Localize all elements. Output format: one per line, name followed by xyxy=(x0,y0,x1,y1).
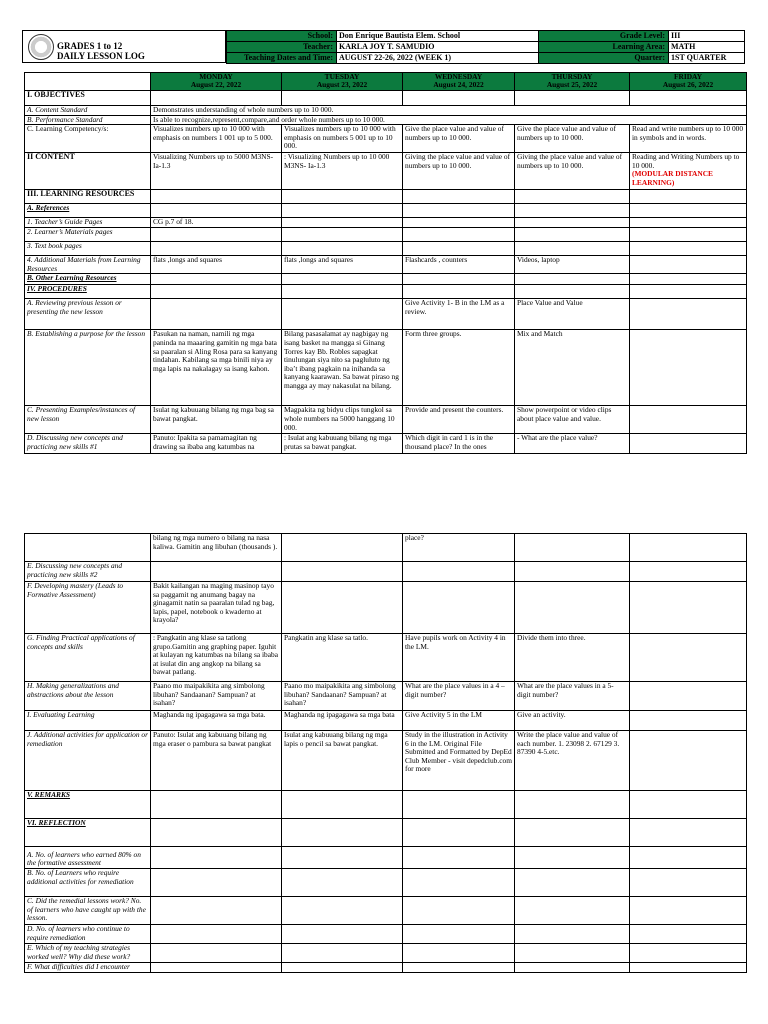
generalizations-label: H. Making generalizations and abstractions about the lesson xyxy=(25,682,151,711)
teachers-guide-label: 1. Teacher’s Guide Pages xyxy=(25,218,151,228)
discussing1-wed: Which digit in card 1 is in the thousand place? In the ones xyxy=(403,434,515,454)
evaluating-tue: Maghanda ng ipagagawa sa mga bata xyxy=(282,711,403,731)
additional-materials-mon: flats ,longs and squares xyxy=(151,256,282,274)
examples-wed: Provide and present the counters. xyxy=(403,406,515,434)
reflection-a-label: A. No. of learners who earned 80% on the formative assessment xyxy=(25,847,151,869)
reflection-c-label: C. Did the remedial lessons work? No. of learners who have caught up with the lesson. xyxy=(25,897,151,925)
deped-seal-icon xyxy=(28,34,54,60)
school-label: School: xyxy=(227,31,337,42)
content-mon: Visualizing Numbers up to 5000 M3NS- Ia-1.3 xyxy=(151,153,282,190)
grade-value: III xyxy=(669,31,745,42)
continued-mon: bilang ng mga numero o bilang na nasa kaliwa. Gamitin ang libuhan (thousands ). xyxy=(151,534,282,562)
corner-cell xyxy=(25,73,151,91)
procedures-heading: IV. PROCEDURES xyxy=(25,285,151,299)
generalizations-tue: Paano mo maipakikita ang simbolong libuhan? Sandaanan? Sampuan? at isahan? xyxy=(282,682,403,711)
other-resources-heading: B. Other Learning Resources xyxy=(25,274,151,285)
school-value: Don Enrique Bautista Elem. School xyxy=(337,31,539,42)
competency-mon: Visualizes numbers up to 10 000 with emphasis on numbers 1 001 up to 5 000. xyxy=(151,125,282,153)
quarter-label: Quarter: xyxy=(539,53,669,64)
review-wed: Give Activity 1- B in the LM as a review. xyxy=(403,299,515,330)
class-info xyxy=(538,30,745,64)
additional-activities-tue: Isulat ang kabuuang bilang ng mga lapis o pencil sa bawat pangkat. xyxy=(282,731,403,791)
school-info xyxy=(226,30,539,64)
purpose-tue: Bilang pasasalamat ay nagbigay ng isang basket na mangga si Ginang Torres kay Bb. Robles sapagkat tinulungan siya nito sa pagluluto ng iba’t ibang pagkain na inihanda sa kanyang kaarawan. Sa bawat piraso ng mangga ay may nakasulat na bilang. xyxy=(282,330,403,406)
purpose-label: B. Establishing a purpose for the lesson xyxy=(25,330,151,406)
day-header-tuesday: TUESDAY August 23, 2022 xyxy=(282,73,403,91)
day-header-friday: FRIDAY August 26, 2022 xyxy=(630,73,747,91)
additional-materials-thu: Videos, laptop xyxy=(515,256,630,274)
competency-label: C. Learning Competency/s: xyxy=(25,125,151,153)
purpose-thu: Mix and Match xyxy=(515,330,630,406)
teacher-label: Teacher: xyxy=(227,42,337,53)
competency-wed: Give the place value and value of numbers up to 10 000. xyxy=(403,125,515,153)
additional-activities-wed: Study in the illustration in Activity 6 in the LM. Original File Submitted and Formatted by DepEd Club Member - visit depedclub.com for more xyxy=(403,731,515,791)
dates-value: AUGUST 22-26, 2022 (WEEK 1) xyxy=(337,53,539,64)
header xyxy=(22,30,744,63)
quarter-value: 1ST QUARTER xyxy=(669,53,745,64)
competency-tue: Visualizes numbers up to 10 000 with emphasis on numbers 5 001 up to 10 000. xyxy=(282,125,403,153)
discussing1-label: D. Discussing new concepts and practicing new skills #1 xyxy=(25,434,151,454)
learners-materials-label: 2. Learner’s Materials pages xyxy=(25,228,151,242)
review-label: A. Reviewing previous lesson or presenting the new lesson xyxy=(25,299,151,330)
mastery-mon: Bakit kailangan na maging masinop tayo sa paggamit ng anumang bagay na ginagamit natin sa paaralan tulad ng bag, lapis, papel, notebook o kwaderno at krayola? xyxy=(151,582,282,634)
reflection-e-label: E. Which of my teaching strategies worked well? Why did these work? xyxy=(25,944,151,963)
day-header-wednesday: WEDNESDAY August 24, 2022 xyxy=(403,73,515,91)
reflection-d-label: D. No. of learners who continue to require remediation xyxy=(25,925,151,944)
examples-mon: Isulat ng kabuuang bilang ng mga bag sa bawat pangkat. xyxy=(151,406,282,434)
reflection-b-label: B. No. of Learners who require additional activities for remediation xyxy=(25,869,151,897)
purpose-wed: Form three groups. xyxy=(403,330,515,406)
teachers-guide-mon: CG p.7 of 18. xyxy=(151,218,282,228)
discussing1-mon: Panuto: Ipakita sa pamamagitan ng drawing sa ibaba ang katumbas na xyxy=(151,434,282,454)
applications-label: G. Finding Practical applications of concepts and skills xyxy=(25,634,151,682)
lesson-log-table-page1 xyxy=(24,72,747,454)
applications-thu: Divide them into three. xyxy=(515,634,630,682)
evaluating-thu: Give an activity. xyxy=(515,711,630,731)
generalizations-wed: What are the place values in a 4 –digit number? xyxy=(403,682,515,711)
generalizations-thu: What are the place values in a 5-digit number? xyxy=(515,682,630,711)
examples-tue: Magpakita ng bidyu clips tungkol sa whole numbers na 5000 hanggang 10 000. xyxy=(282,406,403,434)
area-label: Learning Area: xyxy=(539,42,669,53)
additional-activities-thu: Write the place value and value of each number. 1. 23098 2. 67129 3. 87390 4-5.etc. xyxy=(515,731,630,791)
competency-fri: Read and write numbers up to 10 000 in symbols and in words. xyxy=(630,125,747,153)
grade-label: Grade Level: xyxy=(539,31,669,42)
discussing1-thu: - What are the place value? xyxy=(515,434,630,454)
applications-wed: Have pupils work on Activity 4 in the LM. xyxy=(403,634,515,682)
remarks-heading: V. REMARKS xyxy=(25,791,151,819)
day-header-monday: MONDAY August 22, 2022 xyxy=(151,73,282,91)
review-thu: Place Value and Value xyxy=(515,299,630,330)
log-title: DAILY LESSON LOG xyxy=(57,51,145,61)
lesson-log-table-page2 xyxy=(24,533,747,973)
performance-standard-label: B. Performance Standard xyxy=(25,115,151,125)
additional-activities-label: J. Additional activities for application or remediation xyxy=(25,731,151,791)
mastery-label: F. Developing mastery (Leads to Formative Assessment) xyxy=(25,582,151,634)
additional-materials-tue: flats ,longs and squares xyxy=(282,256,403,274)
applications-tue: Pangkatin ang klase sa tatlo. xyxy=(282,634,403,682)
examples-thu: Show powerpoint or video clips about place value and value. xyxy=(515,406,630,434)
grade-title-block xyxy=(22,30,226,63)
additional-activities-mon: Panuto: Isulat ang kabuuang bilang ng mga eraser o pambura sa bawat pangkat xyxy=(151,731,282,791)
performance-standard-text: Is able to recognize,represent,compare,and order whole numbers up to 10 000. xyxy=(151,115,747,125)
content-standard-text: Demonstrates understanding of whole numbers up to 10 000. xyxy=(151,106,747,116)
evaluating-mon: Maghanda ng ipagagawa sa mga bata. xyxy=(151,711,282,731)
competency-thu: Give the place value and value of numbers up to 10 000. xyxy=(515,125,630,153)
additional-materials-label: 4. Additional Materials from Learning Resources xyxy=(25,256,151,274)
continued-wed: place? xyxy=(403,534,515,562)
dates-label: Teaching Dates and Time: xyxy=(227,53,337,64)
area-value: MATH xyxy=(669,42,745,53)
day-header-thursday: THURSDAY August 25, 2022 xyxy=(515,73,630,91)
evaluating-wed: Give Activity 5 in the LM xyxy=(403,711,515,731)
reflection-f-label: F. What difficulties did I encounter xyxy=(25,963,151,973)
examples-label: C. Presenting Examples/instances of new lesson xyxy=(25,406,151,434)
content-tue: : Visualizing Numbers up to 10 000 M3NS- Ia-1.3 xyxy=(282,153,403,190)
grade-title: GRADES 1 to 12 xyxy=(57,41,123,51)
evaluating-label: I. Evaluating Learning xyxy=(25,711,151,731)
content-fri: Reading and Writing Numbers up to 10 000. (MODULAR DISTANCE LEARNING) xyxy=(630,153,747,190)
content-standard-label: A. Content Standard xyxy=(25,106,151,116)
resources-heading: III. LEARNING RESOURCES xyxy=(25,190,151,204)
content-heading: II CONTENT xyxy=(25,153,151,190)
teacher-value: KARLA JOY T. SAMUDIO xyxy=(337,42,539,53)
additional-materials-wed: Flashcards , counters xyxy=(403,256,515,274)
references-heading: A. References xyxy=(25,204,151,218)
textbook-label: 3. Text book pages xyxy=(25,242,151,256)
discussing2-label: E. Discussing new concepts and practicing new skills #2 xyxy=(25,562,151,582)
content-wed: Giving the place value and value of numbers up to 10 000. xyxy=(403,153,515,190)
generalizations-mon: Paano mo maipakikita ang simbolong libuhan? Sandaanan? Sampuan? at isahan? xyxy=(151,682,282,711)
discussing1-tue: : Isulat ang kabuuang bilang ng mga prutas sa bawat pangkat. xyxy=(282,434,403,454)
purpose-mon: Pasukan na naman, namili ng mga paninda na maaaring gamitin ng mga bata sa paaralan si Aling Rosa para sa kanyang tindahan. Kabilang sa mga binili niya ay mga lapis na nakalagay sa isang kahon. xyxy=(151,330,282,406)
content-thu: Giving the place value and value of numbers up to 10 000. xyxy=(515,153,630,190)
objectives-heading: I. OBJECTIVES xyxy=(25,91,151,106)
reflection-heading: VI. REFLECTION xyxy=(25,819,151,847)
modular-note: (MODULAR DISTANCE LEARNING) xyxy=(632,169,713,187)
applications-mon: : Pangkatin ang klase sa tatlong grupo.Gamitin ang graphing paper. Iguhit at kulayan ng katumbas na bilang sa ibaba at isulat din ang angkop na bilang sa bawat patlang. xyxy=(151,634,282,682)
